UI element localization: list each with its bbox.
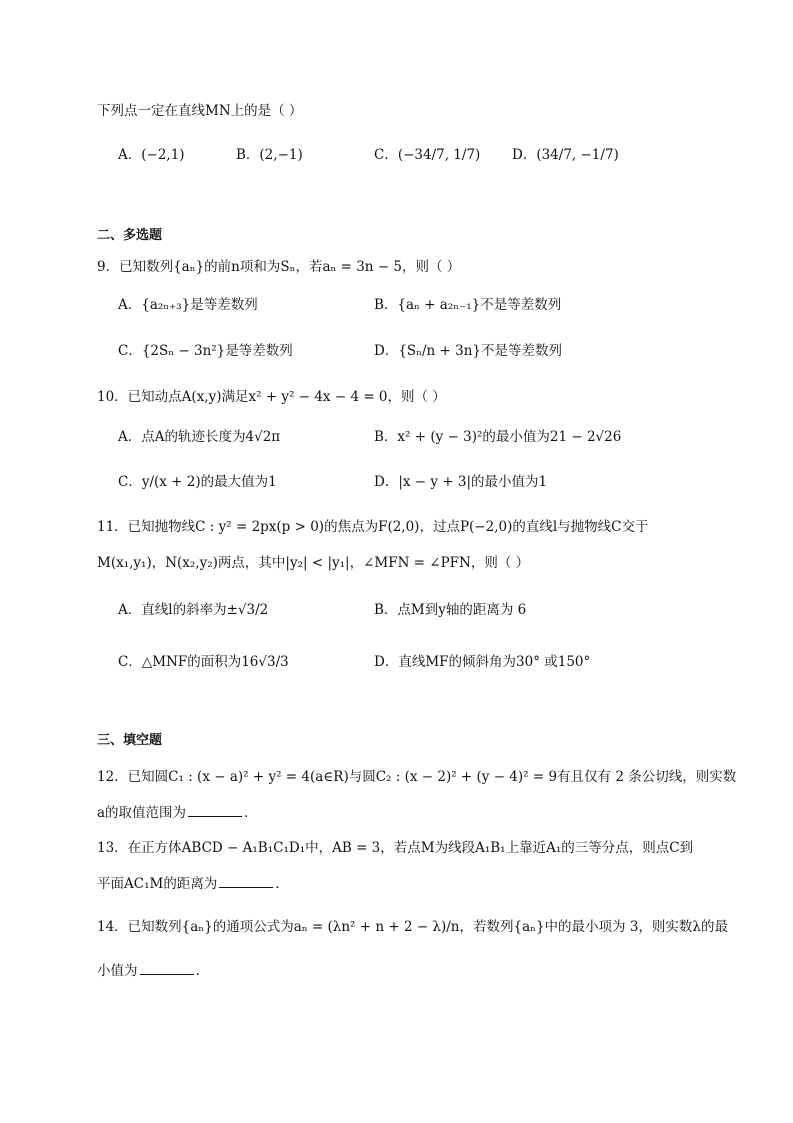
q10-option-a: A．点A的轨迹长度为4√2π	[118, 429, 281, 445]
q13-line2-text: 平面AC₁M的距离为	[97, 876, 218, 892]
q8-stem: 下列点一定在直线MN上的是（ ）	[97, 103, 303, 119]
q14-period: .	[195, 963, 200, 979]
q9-option-a: A．{a₂ₙ₊₃}是等差数列	[118, 297, 258, 313]
q8-option-b: B．(2,−1)	[236, 147, 303, 163]
section-heading-fill: 三、填空题	[97, 733, 163, 748]
q8-option-c: C．(−34/7, 1/7)	[374, 147, 481, 163]
q9-option-b: B．{aₙ + a₂ₙ₋₁}不是等差数列	[374, 297, 562, 313]
q10-option-d: D．|x − y + 3|的最小值为1	[374, 474, 548, 490]
q9-option-d: D．{Sₙ/n + 3n}不是等差数列	[374, 343, 563, 359]
q11-option-b: B．点M到y轴的距离为 6	[374, 602, 527, 618]
q13-period: ．	[275, 876, 289, 892]
q13-answer-blank	[219, 873, 273, 888]
section-heading-multi: 二、多选题	[97, 228, 163, 243]
q9-stem: 9．已知数列{aₙ}的前n项和为Sₙ，若aₙ = 3n − 5，则（ ）	[97, 259, 461, 275]
q10-option-c: C．y/(x + 2)的最大值为1	[118, 474, 277, 490]
q10-stem: 10．已知动点A(x,y)满足x² + y² − 4x − 4 = 0，则（ ）	[97, 389, 446, 405]
q12-answer-blank	[188, 802, 242, 817]
q14-line2	[97, 960, 200, 981]
q13-line2	[97, 873, 289, 894]
q8-option-a: A．(−2,1)	[118, 147, 185, 163]
q12-line2-text: a的取值范围为	[97, 805, 187, 821]
q11-option-a: A．直线l的斜率为±√3/2	[118, 602, 269, 618]
q11-stem-line2: M(x₁,y₁)，N(x₂,y₂)两点，其中|y₂| < |y₁|，∠MFN = ∠PFN，则（ ）	[97, 555, 530, 571]
q14-answer-blank	[140, 960, 194, 975]
q10-option-b: B．x² + (y − 3)²的最小值为21 − 2√26	[374, 429, 622, 445]
q12-line1: 12．已知圆C₁ : (x − a)² + y² = 4(a∈R)与圆C₂ : (x − 2)² + (y − 4)² = 9有且仅有 2 条公切线，则实数	[97, 769, 737, 785]
q12-line2	[97, 802, 258, 823]
q11-option-d: D．直线MF的倾斜角为30° 或150°	[374, 654, 591, 670]
q11-option-c: C．△MNF的面积为16√3/3	[118, 654, 289, 670]
q14-line2-text: 小值为	[97, 963, 138, 979]
q14-line1: 14．已知数列{aₙ}的通项公式为aₙ = (λn² + n + 2 − λ)/n，若数列{aₙ}中的最小项为 3，则实数λ的最	[97, 919, 728, 935]
q8-option-d: D．(34/7, −1/7)	[512, 147, 619, 163]
q11-stem-line1: 11．已知抛物线C : y² = 2px(p > 0)的焦点为F(2,0)，过点P(−2,0)的直线l与抛物线C交于	[97, 519, 649, 535]
q12-period: ．	[244, 805, 258, 821]
q13-line1: 13．在正方体ABCD − A₁B₁C₁D₁中，AB = 3，若点M为线段A₁B₁上靠近A₁的三等分点，则点C到	[97, 840, 694, 856]
q9-option-c: C．{2Sₙ − 3n²}是等差数列	[118, 343, 293, 359]
